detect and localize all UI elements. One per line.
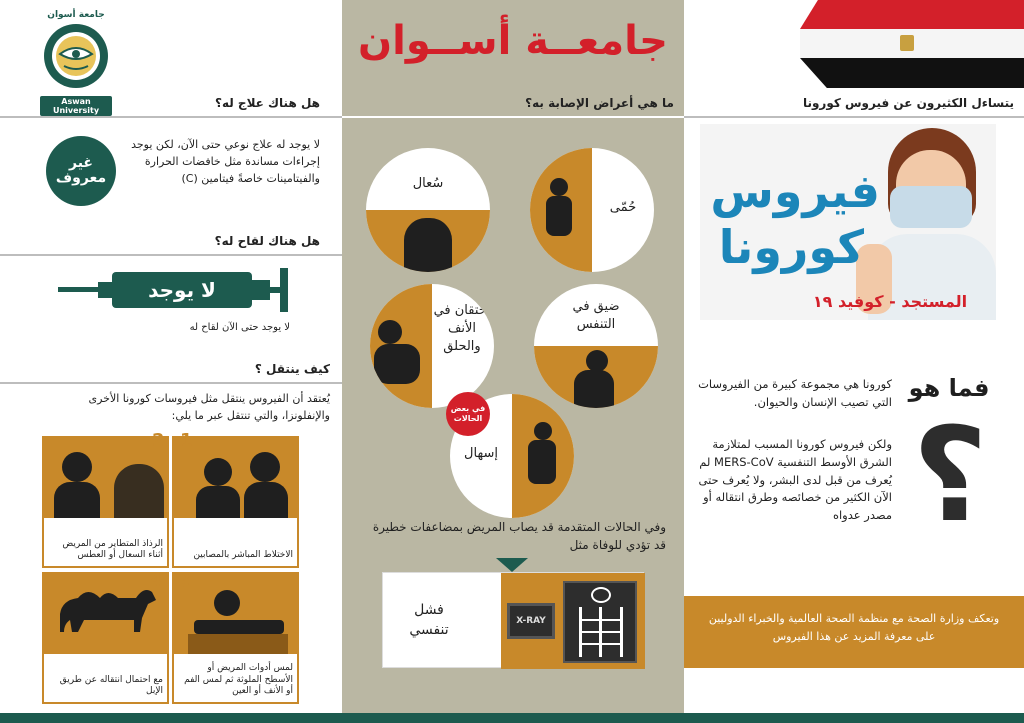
xray-label: X-RAY [516, 616, 546, 626]
transmission-step-1 [172, 436, 299, 568]
divider [0, 254, 342, 256]
step-caption: الاختلاط المباشر بالمصابين [193, 550, 293, 561]
sometimes-badge [446, 392, 490, 436]
what-is-heading: فما هو [908, 374, 990, 402]
badge-line1: غير [69, 154, 93, 171]
logo-caption: Aswan University [40, 96, 112, 116]
hero-image [700, 124, 996, 320]
syringe-illustration [58, 264, 290, 316]
syringe-label: لا يوجد [148, 278, 216, 302]
vaccine-text: لا يوجد حتى الآن لقاح له [189, 322, 290, 333]
transmission-intro: يُعتقد أن الفيروس ينتقل مثل فيروسات كورونا الأخرى والإنفلونزا، والتي تنتقل عبر ما يلي: [88, 392, 330, 423]
symptom-cough [366, 148, 490, 272]
description-2: ولكن فيروس كورونا المسبب لمتلازمة الشرق الأوسط التنفسية MERS-CoV لم يُعرف من قبل لدى البشر، ولا يُعرف حتى الآن الكثير من خصائصه وطرق انتقاله أو مصدر عدواه [698, 437, 892, 523]
divider [0, 382, 342, 384]
treatment-heading: هل هناك علاج له؟ [215, 96, 320, 110]
step-number: 1 [180, 430, 193, 451]
symptoms-heading: ما هي أعراض الإصابة به؟ [525, 96, 674, 110]
divider [684, 116, 1024, 118]
logo-emblem-icon [40, 20, 112, 92]
step-caption: لمس أدوات المريض أو الأسطح الملوثة ثم لمس الفم أو الأنف أو العين [184, 662, 293, 697]
complication-text: وفي الحالات المتقدمة قد يصاب المريض بمضاعفات خطيرة قد تؤدي للوفاة مثل [372, 520, 666, 552]
transmission-heading: كيف ينتقل ؟ [254, 362, 330, 376]
respiratory-failure-box [382, 572, 644, 668]
hero-title-line2: كورونا [718, 220, 864, 274]
divider [342, 116, 684, 118]
symptom-label: ضيق في التنفس [572, 299, 620, 333]
vaccine-heading: هل هناك لقاح له؟ [214, 234, 320, 248]
symptom-label: سُعال [412, 176, 444, 191]
page-title: جامعــة أســوان [357, 18, 669, 64]
symptom-fever [530, 148, 654, 272]
university-logo [40, 10, 112, 115]
logo-arabic: جامعة أسوان [47, 10, 105, 20]
symptom-label: إسهال [464, 446, 498, 461]
doctor-illustration [846, 124, 996, 320]
question-mark-icon: ؟ [912, 399, 988, 551]
badge-text: في بعض الحالات [450, 404, 486, 423]
transmission-step-2 [42, 436, 169, 568]
unknown-badge [46, 136, 116, 206]
egypt-flag [800, 0, 1024, 88]
symptom-congestion [370, 284, 494, 408]
step-caption: الرذاذ المتطاير من المريض أثناء السعال أو العطس [62, 538, 163, 561]
symptom-label: حُمّى [609, 200, 637, 215]
step-number: 3 [178, 570, 191, 591]
step-number: 4 [150, 570, 163, 591]
xray-machine [501, 573, 645, 669]
transmission-step-3 [172, 572, 299, 704]
intro-heading: يتساءل الكثيرون عن فيروس كورونا [802, 96, 1014, 110]
treatment-text: لا يوجد له علاج نوعي حتى الآن، لكن يوجد إجراءات مساندة مثل خافضات الحرارة والفيتامينات خاصةً فيتامين (C) [131, 138, 320, 186]
footer-banner [684, 596, 1024, 668]
hero-subtitle: المستجد - كوفيد ١٩ [812, 292, 968, 311]
bottom-bar [0, 713, 1024, 723]
footer-text: وتعكف وزارة الصحة مع منظمة الصحة العالمية والخبراء الدوليين على معرفة المزيد عن هذا الفيروس [708, 612, 1000, 643]
hero-title-line1: فيروس [710, 164, 880, 218]
pointer-arrow [496, 558, 528, 572]
symptom-breath [534, 284, 658, 408]
symptom-label: احتقان في الأنف والحلق [433, 303, 491, 355]
failure-label: فشل تنفسي [409, 602, 449, 638]
step-caption: مع احتمال انتقاله عن طريق الإبل [59, 674, 163, 697]
divider [0, 116, 342, 118]
badge-line2: معروف [55, 170, 107, 186]
transmission-step-4 [42, 572, 169, 704]
description-1: كورونا هي مجموعة كبيرة من الفيروسات التي تصيب الإنسان والحيوان. [698, 377, 892, 409]
step-number: 2 [152, 430, 165, 451]
